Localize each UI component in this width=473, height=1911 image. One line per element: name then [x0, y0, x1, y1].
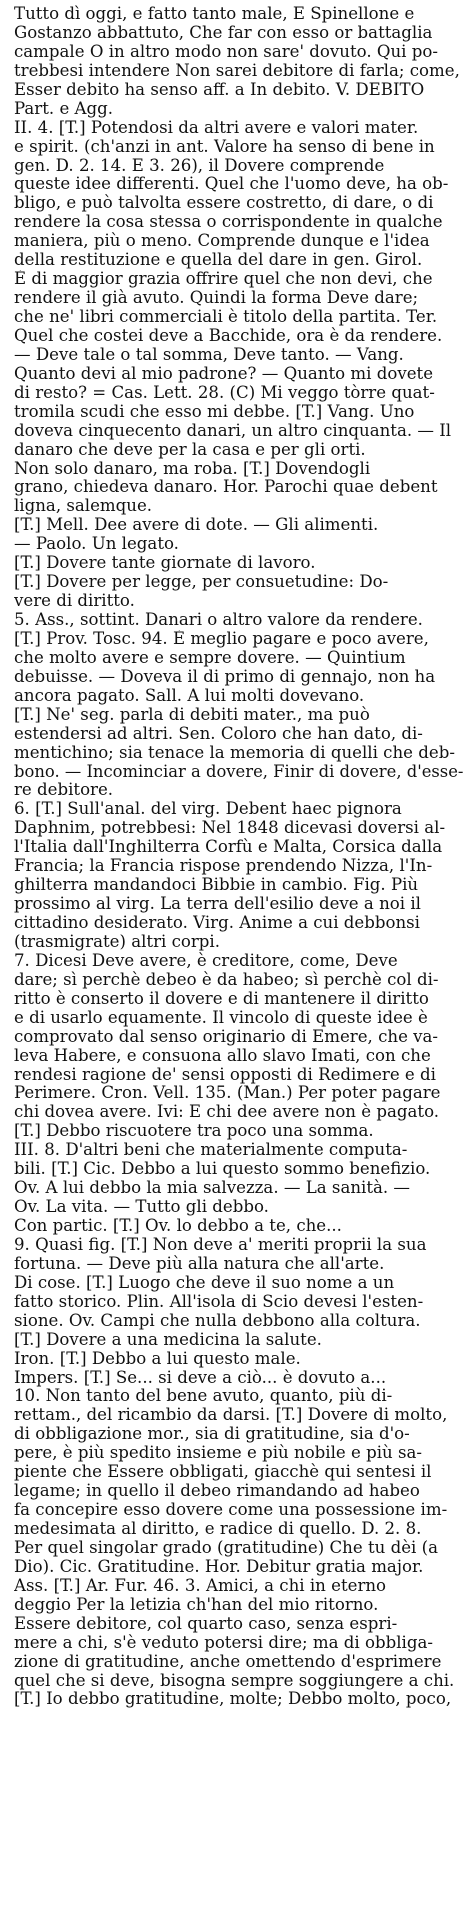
text-line: dare; sì perchè debeo è da habeo; sì perchè col di- [14, 970, 439, 989]
text-line: II. 4. [T.] Potendosi da altri avere e valori mater. [14, 118, 419, 137]
text-line: [T.] Dovere tante giornate di lavoro. [14, 554, 316, 573]
text-line: che molto avere e sempre dovere. — Quintium [14, 648, 406, 667]
text-line: ritto è conserto il dovere e di mantenere il diritto [14, 989, 429, 1008]
text-line: rendere il già avuto. Quindi la forma Deve dare; [14, 289, 419, 308]
text-line: mere a chi, s'è veduto potersi dire; ma di obbliga- [14, 1633, 433, 1652]
text-line: zione di gratitudine, anche omettendo d'esprimere [14, 1652, 442, 1671]
text-line: Daphnim, potrebbesi: Nel 1848 dicevasi doversi al- [14, 819, 446, 838]
text-line: debuisse. — Doveva il di primo di gennajo, non ha [14, 667, 436, 686]
text-line: [T.] Io debbo gratitudine, molte; Debbo molto, poco, [14, 1690, 452, 1709]
text-line: bili. [T.] Cic. Debbo a lui questo sommo benefizio. [14, 1160, 431, 1179]
text-line: Ov. La vita. — Tutto gli debbo. [14, 1198, 269, 1217]
text-line: — Paolo. Un legato. [14, 535, 179, 554]
text-line: Essere debitore, col quarto caso, senza espri- [14, 1614, 398, 1633]
text-line: e spirit. (ch'anzi in ant. Valore ha senso di bene in [14, 137, 435, 156]
text-line: legame; in quello il debeo rimandando ad habeo [14, 1482, 420, 1501]
text-line: che ne' libri commerciali è titolo della partita. Ter. [14, 308, 438, 326]
text-line: Di cose. [T.] Luogo che deve il suo nome a un [14, 1273, 395, 1292]
text-line: fortuna. — Deve più alla natura che all'arte. [14, 1254, 385, 1273]
text-line: leva Habere, e consuona allo slavo Imati, con che [14, 1046, 431, 1065]
text-line: Ov. A lui debbo la mia salvezza. — La sanità. — [14, 1179, 411, 1198]
text-line: vere di diritto. [14, 592, 135, 611]
text-line: di obbligazione mor., sia di gratitudine, sia d'o- [14, 1425, 410, 1444]
text-line: 7. Dicesi Deve avere, è creditore, come, Deve [14, 951, 398, 970]
text-line: Non solo danaro, ma roba. [T.] Dovendogli [14, 459, 371, 478]
text-line: — Deve tale o tal somma, Deve tanto. — Vang. [14, 345, 404, 364]
text-line: Perimere. Cron. Vell. 135. (Man.) Per poter pagare [14, 1084, 441, 1103]
text-line: deggio Per la letizia ch'han del mio ritorno. [14, 1595, 379, 1614]
text-line: pere, è più spedito insieme e più nobile e più sa- [14, 1444, 423, 1463]
text-line: [T.] Mell. Dee avere di dote. — Gli alimenti. [14, 516, 379, 535]
text-line: ancora pagato. Sall. A lui molti dovevano. [14, 686, 365, 705]
text-line: chi dovea avere. Ivi: E chi dee avere non è pagato. [14, 1103, 440, 1122]
text-line: (trasmigrate) altri corpi. [14, 932, 221, 951]
text-line: prossimo al virg. La terra dell'esilio deve a noi il [14, 895, 421, 914]
text-line: maniera, più o meno. Comprende dunque e l'idea [14, 232, 430, 251]
text-line: 10. Non tanto del bene avuto, quanto, più di- [14, 1387, 393, 1406]
text-line: fa concepire esso dovere come una possessione im- [14, 1501, 448, 1520]
text-line: rettam., del ricambio da darsi. [T.] Dovere di molto, [14, 1406, 448, 1425]
text-line: doveva cinquecento danari, un altro cinquanta. — Il [14, 421, 452, 440]
text-line: [T.] Dovere a una medicina la salute. [14, 1330, 322, 1349]
text-line: Gostanzo abbattuto, Che far con esso or battaglia [14, 23, 433, 42]
text-line: ghilterra mandandoci Bibbie in cambio. Fig. Più [14, 876, 419, 895]
text-line: sione. Ov. Campi che nulla debbono alla coltura. [14, 1311, 421, 1330]
text-line: rendere la cosa stessa o corrispondente in qualche [14, 213, 443, 232]
text-line: bligo, e può talvolta essere costretto, di dare, o di [14, 194, 434, 213]
text-line: Impers. [T.] Se... si deve a ciò... è dovuto a... [14, 1368, 387, 1387]
text-line: [T.] Ne' seg. parla di debiti mater., ma può [14, 705, 370, 724]
text-line: Quel che costei deve a Bacchide, ora è da rendere. [14, 326, 443, 345]
text-line: trebbesi intendere Non sarei debitore di farla; come, [14, 61, 460, 80]
text-line: danaro che deve per la casa e per gli orti. [14, 440, 366, 459]
text-line: [T.] Dovere per legge, per consuetudine: Do- [14, 573, 389, 592]
text-line: di resto? = Cas. Lett. 28. (C) Mi veggo tòrre quat- [14, 383, 435, 402]
text-line: gen. D. 2. 14. E 3. 26), il Dovere comprende [14, 156, 385, 175]
text-line: tromila scudi che esso mi debbe. [T.] Vang. Uno [14, 402, 415, 421]
text-line: 5. Ass., sottint. Danari o altro valore da rendere. [14, 611, 423, 629]
text-line: Dio). Cic. Gratitudine. Hor. Debitur gratia major. [14, 1557, 424, 1576]
text-line: e di usarlo equamente. Il vincolo di queste idee è [14, 1008, 428, 1027]
text-line: Iron. [T.] Debbo a lui questo male. [14, 1349, 301, 1368]
text-line: medesimata al diritto, e radice di quello. D. 2. 8. [14, 1520, 422, 1538]
text-line: Ass. [T.] Ar. Fur. 46. 3. Amici, a chi in eterno [14, 1576, 387, 1595]
text-line: comprovato dal senso originario di Emere, che va- [14, 1027, 439, 1046]
text-line: ligna, salemque. [14, 497, 153, 516]
text-line: bono. — Incominciar a dovere, Finir di dovere, d'esse- [14, 761, 464, 781]
text-line: piente che Essere obbligati, giacchè qui sentesi il [14, 1463, 432, 1482]
text-line: [T.] Prov. Tosc. 94. È meglio pagare e poco avere, [14, 629, 429, 648]
text-line: Con partic. [T.] Ov. lo debbo a te, che... [14, 1217, 342, 1235]
text-line: Part. e Agg. [14, 99, 114, 118]
text-line: queste idee differenti. Quel che l'uomo deve, ha ob- [14, 175, 449, 194]
text-line: Tutto dì oggi, e fatto tanto male, E Spinellone e [14, 5, 415, 23]
text-line: È di maggior grazia offrire quel che non devi, che [14, 270, 433, 289]
text-line: Francia; la Francia rispose prendendo Nizza, l'In- [14, 857, 433, 876]
text-line: 6. [T.] Sull'anal. del virg. Debent haec pignora [14, 800, 402, 819]
text-line: Per quel singolar grado (gratitudine) Che tu dèi (a [14, 1538, 438, 1557]
text-line: rendesi ragione de' sensi opposti di Redimere e di [14, 1065, 436, 1084]
text-line: grano, chiedeva danaro. Hor. Parochi quae debent [14, 478, 438, 497]
text-line: [T.] Debbo riscuotere tra poco una somma. [14, 1122, 374, 1141]
text-line: III. 8. D'altri beni che materialmente computa- [14, 1141, 408, 1160]
text-line: mentichino; sia tenace la memoria di quelli che deb- [14, 743, 455, 762]
text-line: l'Italia dall'Inghilterra Corfù e Malta, Corsica dalla [14, 838, 443, 857]
text-line: re debitore. [14, 781, 114, 800]
text-line: 9. Quasi fig. [T.] Non deve a' meriti proprii la sua [14, 1235, 427, 1254]
text-line: della restituzione e quella del dare in gen. Girol. [14, 251, 423, 270]
entry-text-column [14, 5, 463, 1709]
text-line: cittadino desiderato. Virg. Anime a cui debbonsi [14, 914, 420, 932]
text-line: fatto storico. Plin. All'isola di Scio devesi l'esten- [14, 1292, 424, 1311]
text-line: campale O in altro modo non sare' dovuto. Qui po- [14, 42, 438, 61]
text-line: Quanto devi al mio padrone? — Quanto mi dovete [14, 364, 434, 383]
text-line: estendersi ad altri. Sen. Coloro che han dato, di- [14, 724, 423, 743]
text-line: Esser debito ha senso aff. a In debito. V. DEBITO [14, 80, 425, 99]
text-line: quel che si deve, bisogna sempre soggiungere a chi. [14, 1671, 455, 1690]
